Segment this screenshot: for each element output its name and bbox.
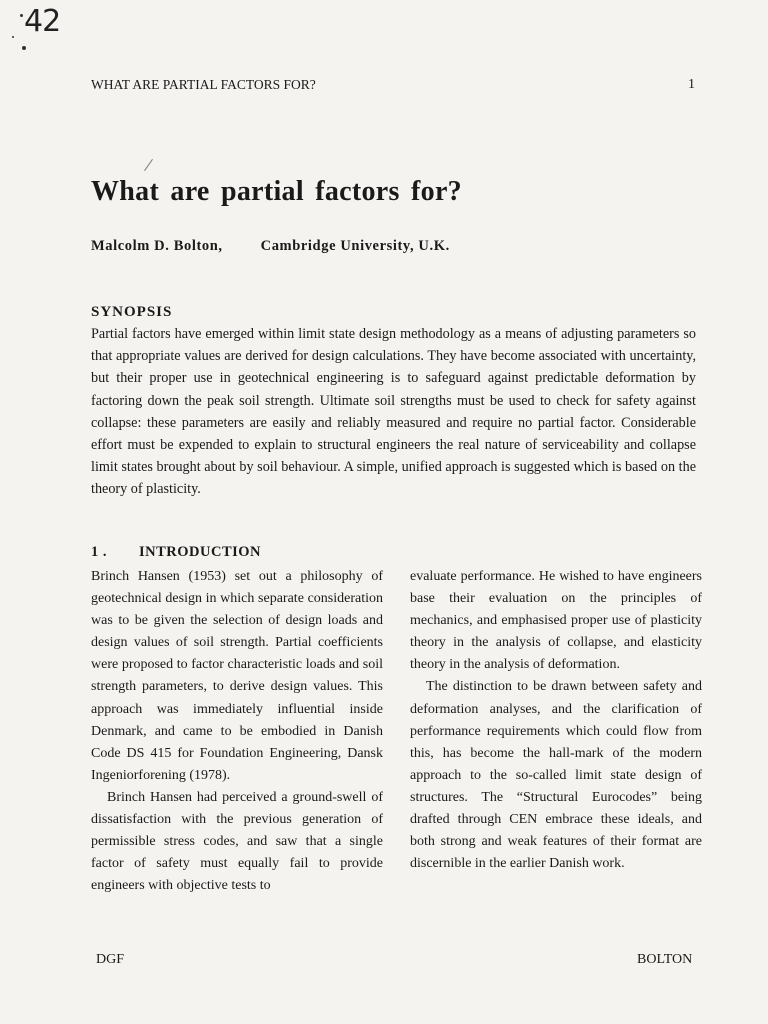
- paragraph: evaluate performance. He wished to have engineers base their evaluation on the principles of mechanics, and emphasised proper use of plasticity theory in the analysis of collapse, and elasticity theory in the analysis of deformation.: [410, 569, 702, 673]
- paragraph: The distinction to be drawn between safety and deformation analyses, and the clarification of performance requirements which could flow from this, has become the hall-mark of the modern approach to the so-called limit state design of structures. The “Structural Eurocodes” being drafted through CEN embrace these ideals, and both strong and weak features of their format are discernible in the earlier Danish work.: [410, 679, 702, 872]
- page-number: 1: [688, 77, 695, 92]
- scan-speck: [20, 14, 23, 17]
- scan-speck: [12, 36, 14, 38]
- scan-speck: [22, 46, 26, 50]
- section-heading: [91, 544, 261, 561]
- footer-left: DGF: [96, 952, 125, 967]
- footer-right: BOLTON: [637, 952, 693, 967]
- running-header-title: WHAT ARE PARTIAL FACTORS FOR?: [91, 77, 316, 92]
- left-column: [91, 566, 383, 897]
- synopsis-heading: SYNOPSIS: [91, 304, 173, 320]
- scan-mark: [144, 159, 153, 171]
- paragraph: Brinch Hansen had perceived a ground-swell of dissatisfaction with the previous generation of permissible stress codes, and saw that a single factor of safety must equally fail to provide engineers with objective tests to: [91, 789, 383, 894]
- section-title: INTRODUCTION: [139, 544, 262, 560]
- author-line: [91, 238, 450, 255]
- author-affiliation: Cambridge University, U.K.: [260, 238, 450, 254]
- paper-title: What are partial factors for?: [91, 176, 462, 207]
- section-number: 1 .: [91, 544, 107, 560]
- right-column: [410, 566, 702, 875]
- author-name: Malcolm D. Bolton,: [91, 238, 223, 254]
- handwritten-page-annotation: 42: [24, 4, 61, 39]
- paragraph: Brinch Hansen (1953) set out a philosophy of geotechnical design in which separate consideration was to be given the selection of design loads and design values of soil strength. Partial coefficients were proposed to factor characteristic loads and soil strength parameters, to derive design values. This approach was immediately influential inside Denmark, and came to be embodied in Danish Code DS 415 for Foundation Engineering, Dansk Ingeniorforening (1978).: [91, 569, 383, 783]
- synopsis-text: Partial factors have emerged within limit state design methodology as a means of adjusting parameters so that appropriate values are derived for design calculations. They have become associated with uncertainty, but their proper use in geotechnical engineering is to safeguard against predictable deformation by factoring down the peak soil strength. Ultimate soil strengths must be used to check for safety against collapse: these parameters are easily and reliably measured and require no partial factor. Considerable effort must be expended to explain to structural engineers the real nature of serviceability and collapse limit states brought about by soil behaviour. A simple, unified approach is suggested which is based on the theory of plasticity.: [91, 326, 696, 498]
